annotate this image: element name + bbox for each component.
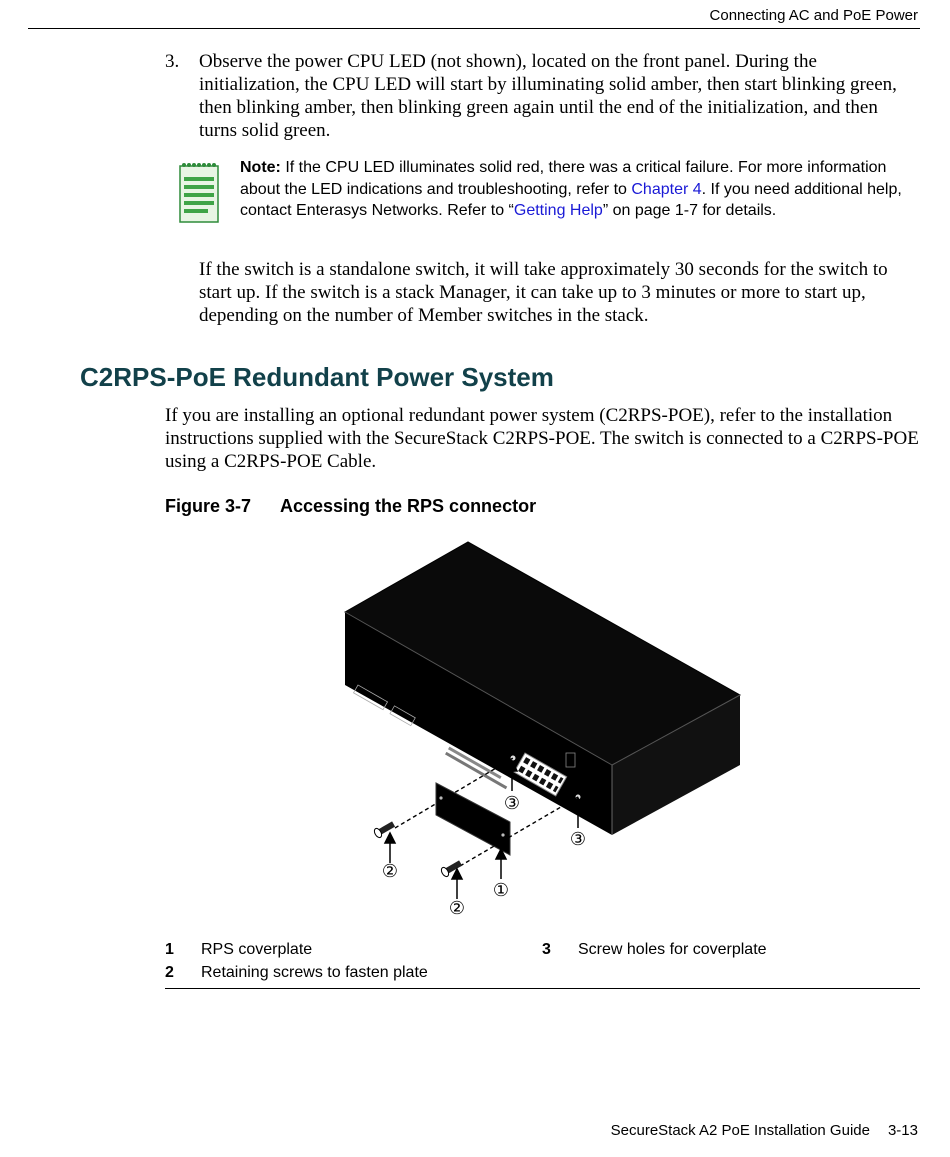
rps-coverplate [436,783,510,855]
note-text-3: ” on page 1-7 for details. [602,202,777,219]
guide-title: SecureStack A2 PoE Installation Guide [610,1122,870,1139]
legend-label: RPS coverplate [201,941,313,958]
note-pad-icon [178,160,220,224]
retaining-screw [373,820,396,839]
figure-number: Figure 3-7 [165,496,252,516]
running-header: Connecting AC and PoE Power [709,7,918,24]
figure-caption [165,496,537,517]
getting-help-link[interactable]: Getting Help [513,202,603,219]
callout-3: ③ [569,829,587,850]
callout-1: ① [492,880,510,901]
legend-key: 1 [165,941,174,958]
chapter-4-link[interactable]: Chapter 4 [631,180,702,198]
rps-connector-illustration [330,535,760,925]
section-heading: C2RPS-PoE Redundant Power System [80,362,554,392]
legend-key: 2 [165,964,174,981]
legend-rule [165,988,920,989]
callout-3: ③ [503,793,521,814]
page-footer [611,1122,918,1139]
section-body: If you are installing an optional redundant power system (C2RPS-POE), refer to the installation instructions supplied with the SecureStack C2RPS-POE. The switch is connected to a C2RPS-POE using a C2RPS-POE Cable. [165,405,919,472]
step-text: Observe the power CPU LED (not shown), located on the front panel. During the initialization, the CPU LED will start by illuminating solid amber, then start blinking green, then blinking amber, then blinking green again until the end of the initialization, and then turns solid green. [199,51,897,141]
legend-label: Retaining screws to fasten plate [201,964,428,981]
note-text-1: If the CPU LED illuminates solid red, there was a critical failure. For more information about the LED indications and troubleshooting, refer to [240,159,887,198]
step-number: 3. [165,51,180,72]
header-rule [28,28,920,29]
figure-title: Accessing the RPS connector [280,496,537,516]
page-number: 3-13 [887,1122,918,1139]
callout-2: ② [448,898,466,919]
note-text-2: . If you need additional help, contact Enterasys Networks. Refer to “ [240,180,902,219]
note-label: Note: [240,159,281,176]
callout-2: ② [381,861,399,882]
legend-label: Screw holes for coverplate [578,941,767,958]
note-text [240,157,920,222]
legend-key: 3 [542,941,551,958]
startup-paragraph: If the switch is a standalone switch, it will take approximately 30 seconds for the switch to start up. If the switch is a stack Manager, it can take up to 3 minutes or more to start up, depending on the number of Member switches in the stack. [199,259,888,326]
step-3 [165,50,920,142]
